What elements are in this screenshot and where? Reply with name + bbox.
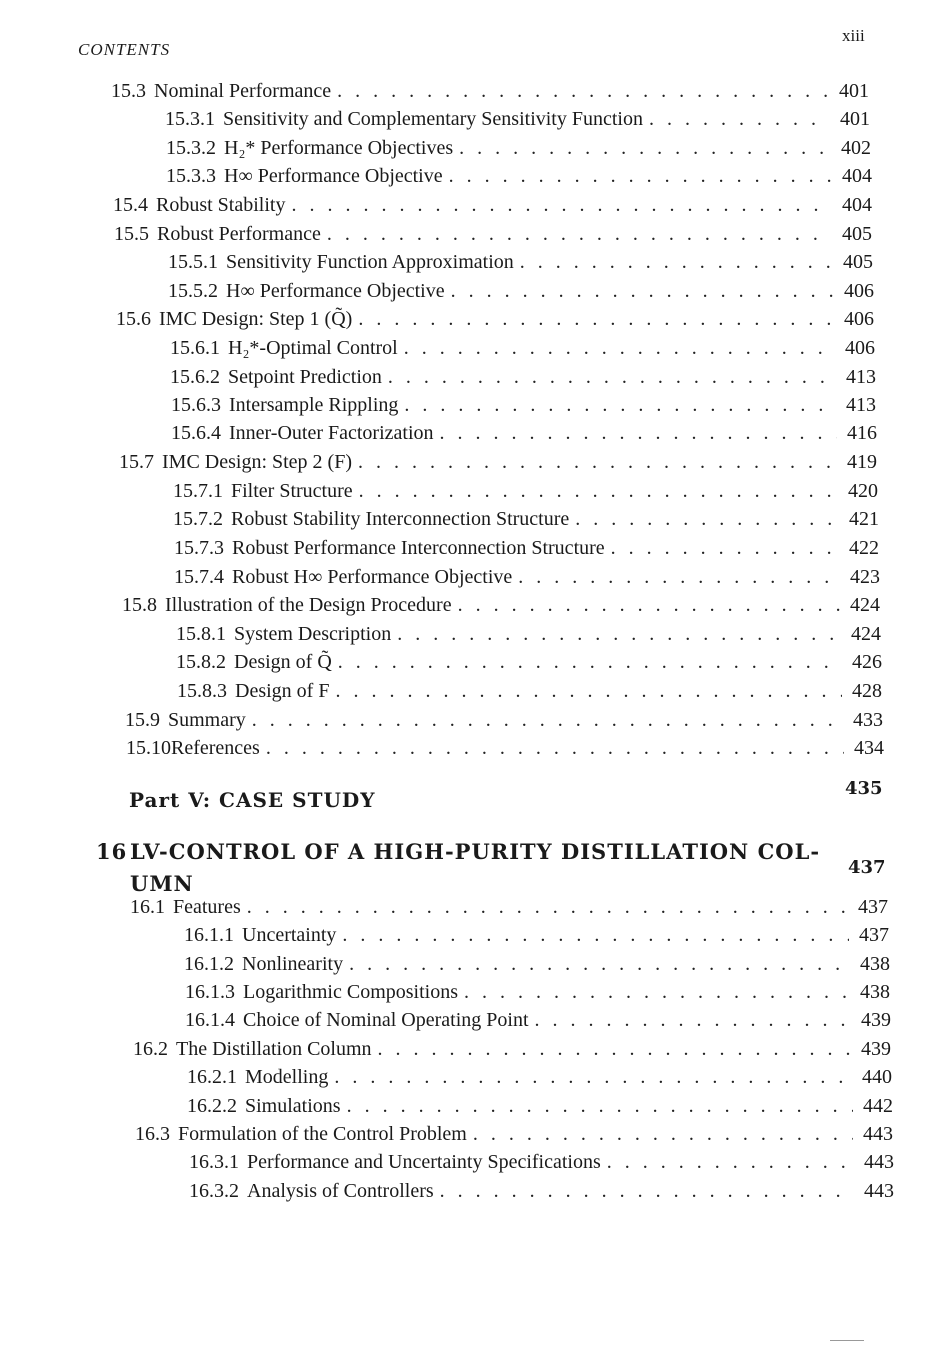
entry-title: Intersample Rippling — [229, 394, 399, 416]
entry-page: 424 — [851, 623, 881, 645]
entry-title: Design of Q̃ — [234, 651, 332, 673]
dot-leader — [464, 981, 850, 1004]
dot-leader — [611, 537, 839, 560]
entry-page: 426 — [852, 651, 882, 673]
entry-title: Filter Structure — [231, 480, 353, 502]
entry-number: 16.3.1 — [189, 1151, 239, 1173]
dot-leader — [358, 451, 837, 474]
dot-leader — [451, 280, 834, 303]
dot-leader — [404, 394, 836, 417]
entry-title: H₂* Performance Objectives — [224, 137, 454, 159]
toc-entry[interactable] — [113, 194, 872, 222]
entry-number: 15.8 — [122, 594, 157, 616]
dot-leader — [335, 680, 842, 703]
toc-entry[interactable] — [170, 337, 875, 365]
chapter-title-line1: LV-CONTROL OF A HIGH-PURITY DISTILLATION COL- — [130, 839, 821, 864]
toc-entry[interactable] — [170, 366, 876, 394]
chapter-page: 437 — [848, 857, 886, 878]
toc-entry[interactable] — [130, 896, 888, 924]
entry-number: 16.1 — [130, 896, 165, 918]
entry-title: Robust Performance Interconnection Structure — [232, 537, 605, 559]
entry-title: System Description — [234, 623, 392, 645]
entry-page: 442 — [863, 1095, 893, 1117]
entry-page: 433 — [853, 709, 883, 731]
entry-title: Logarithmic Compositions — [243, 981, 458, 1003]
dot-leader — [449, 165, 832, 188]
entry-number: 15.6.3 — [171, 394, 221, 416]
toc-entry[interactable] — [168, 251, 873, 279]
dot-leader — [358, 308, 834, 331]
entry-page: 438 — [860, 953, 890, 975]
entry-number: 16.2.2 — [187, 1095, 237, 1117]
toc-entry[interactable] — [116, 308, 874, 336]
toc-entry[interactable] — [168, 280, 874, 308]
entry-title: References — [171, 737, 260, 759]
chapter-number: 16 — [96, 839, 128, 864]
entry-page: 401 — [840, 108, 870, 130]
toc-entry[interactable] — [165, 108, 870, 136]
entry-number: 15.7 — [119, 451, 154, 473]
entry-title: Choice of Nominal Operating Point — [243, 1009, 529, 1031]
entry-title: Uncertainty — [242, 924, 337, 946]
toc-entry[interactable] — [184, 953, 890, 981]
toc-entry[interactable] — [189, 1180, 894, 1208]
entry-number: 16.1.3 — [185, 981, 235, 1003]
entry-page: 405 — [843, 251, 873, 273]
entry-page: 428 — [852, 680, 882, 702]
dot-leader — [388, 366, 836, 389]
entry-number: 16.3.2 — [189, 1180, 239, 1202]
entry-title: Robust Stability Interconnection Structure — [231, 508, 570, 530]
toc-entry[interactable] — [119, 451, 877, 479]
entry-page: 406 — [844, 280, 874, 302]
dot-leader — [397, 623, 841, 646]
entry-number: 15.6.4 — [171, 422, 221, 444]
entry-page: 413 — [846, 394, 876, 416]
toc-entry[interactable] — [187, 1095, 893, 1123]
entry-page: 423 — [850, 566, 880, 588]
running-head: CONTENTS — [78, 40, 171, 59]
entry-number: 15.9 — [125, 709, 160, 731]
entry-number: 15.3.1 — [165, 108, 215, 130]
entry-number: 15.6.2 — [170, 366, 220, 388]
toc-entry[interactable] — [111, 80, 869, 108]
entry-number: 15.3.2 — [166, 137, 216, 159]
entry-number: 15.4 — [113, 194, 148, 216]
entry-number: 15.3.3 — [166, 165, 216, 187]
entry-title: Performance and Uncertainty Specifications — [247, 1151, 601, 1173]
toc-entry[interactable] — [176, 651, 882, 679]
entry-title: H∞ Performance Objective — [226, 280, 445, 302]
toc-entry[interactable] — [171, 394, 876, 422]
entry-page: 419 — [847, 451, 877, 473]
entry-title: Analysis of Controllers — [247, 1180, 434, 1202]
entry-page: 438 — [860, 981, 890, 1003]
dot-leader — [404, 337, 835, 360]
chapter-title-line2: UMN — [130, 871, 194, 896]
dot-leader — [440, 1180, 854, 1203]
entry-title: Nonlinearity — [242, 953, 344, 975]
entry-title: Robust Performance — [157, 223, 321, 245]
entry-number: 15.7.2 — [173, 508, 223, 530]
dot-leader — [247, 896, 848, 919]
toc-entry[interactable] — [184, 924, 889, 952]
dot-leader — [252, 709, 843, 732]
entry-title: Formulation of the Control Problem — [178, 1123, 467, 1145]
entry-page: 424 — [850, 594, 880, 616]
toc-entry[interactable] — [114, 223, 872, 251]
dot-leader — [378, 1038, 851, 1061]
entry-number: 15.8.2 — [176, 651, 226, 673]
entry-page: 404 — [842, 165, 872, 187]
entry-title: Summary — [168, 709, 246, 731]
chapter-heading[interactable] — [96, 836, 820, 900]
entry-page: 402 — [841, 137, 871, 159]
entry-title: Simulations — [245, 1095, 341, 1117]
entry-title: Inner-Outer Factorization — [229, 422, 434, 444]
entry-number: 15.5.1 — [168, 251, 218, 273]
entry-page: 440 — [862, 1066, 892, 1088]
toc-entry[interactable] — [185, 1009, 891, 1037]
entry-number: 16.1.2 — [184, 953, 234, 975]
entry-page: 443 — [863, 1123, 893, 1145]
entry-page: 406 — [844, 308, 874, 330]
entry-page: 439 — [861, 1038, 891, 1060]
dot-leader — [347, 1095, 853, 1118]
entry-title: H₂*-Optimal Control — [228, 337, 398, 359]
entry-number: 15.3 — [111, 80, 146, 102]
toc-entry[interactable] — [126, 737, 884, 765]
entry-number: 16.1.1 — [184, 924, 234, 946]
entry-title: The Distillation Column — [176, 1038, 372, 1060]
entry-title: Sensitivity Function Approximation — [226, 251, 514, 273]
entry-title: Setpoint Prediction — [228, 366, 382, 388]
entry-number: 16.3 — [135, 1123, 170, 1145]
dot-leader — [473, 1123, 853, 1146]
dot-leader — [334, 1066, 852, 1089]
entry-title: IMC Design: Step 1 (Q̃) — [159, 308, 353, 330]
dot-leader — [359, 480, 838, 503]
entry-page: 434 — [854, 737, 884, 759]
toc-entry[interactable] — [125, 709, 883, 737]
entry-number: 15.6.1 — [170, 337, 220, 359]
entry-page: 439 — [861, 1009, 891, 1031]
entry-title: Robust H∞ Performance Objective — [232, 566, 513, 588]
toc-entry[interactable] — [133, 1038, 891, 1066]
toc-entry[interactable] — [135, 1123, 893, 1151]
toc-entry[interactable] — [176, 623, 881, 651]
entry-page: 437 — [858, 896, 888, 918]
entry-number: 15.5.2 — [168, 280, 218, 302]
toc-entry[interactable] — [185, 981, 890, 1009]
dot-leader — [458, 594, 840, 617]
entry-number: 15.8.3 — [177, 680, 227, 702]
dot-leader — [327, 223, 832, 246]
dot-leader — [575, 508, 839, 531]
toc-entry[interactable] — [173, 508, 879, 536]
entry-page: 421 — [849, 508, 879, 530]
entry-page: 405 — [842, 223, 872, 245]
toc-entry[interactable] — [187, 1066, 892, 1094]
entry-page: 422 — [849, 537, 879, 559]
entry-title: Robust Stability — [156, 194, 286, 216]
entry-number: 15.7.3 — [174, 537, 224, 559]
scan-edge-mark — [830, 1340, 864, 1341]
entry-page: 416 — [847, 422, 877, 444]
entry-number: 16.2.1 — [187, 1066, 237, 1088]
part-heading[interactable]: Part V: CASE STUDY — [129, 788, 376, 812]
entry-title: Sensitivity and Complementary Sensitivity Function — [223, 108, 643, 130]
entry-title: Modelling — [245, 1066, 329, 1088]
entry-page: 443 — [864, 1180, 894, 1202]
dot-leader — [459, 137, 831, 160]
entry-number: 16.1.4 — [185, 1009, 235, 1031]
part-page: 435 — [845, 778, 883, 799]
toc-entry[interactable] — [171, 422, 877, 450]
dot-leader — [349, 953, 850, 976]
dot-leader — [338, 651, 842, 674]
toc-entry[interactable] — [122, 594, 880, 622]
entry-number: 15.5 — [114, 223, 149, 245]
entry-title: H∞ Performance Objective — [224, 165, 443, 187]
toc-entry[interactable] — [177, 680, 882, 708]
entry-page: 401 — [839, 80, 869, 102]
entry-number: 16.2 — [133, 1038, 168, 1060]
toc-entry[interactable] — [166, 137, 871, 165]
entry-page: 420 — [848, 480, 878, 502]
entry-page: 404 — [842, 194, 872, 216]
entry-page: 413 — [846, 366, 876, 388]
dot-leader — [337, 80, 829, 103]
entry-page: 437 — [859, 924, 889, 946]
entry-number: 15.7.1 — [173, 480, 223, 502]
dot-leader — [440, 422, 837, 445]
entry-number: 15.6 — [116, 308, 151, 330]
entry-page: 406 — [845, 337, 875, 359]
dot-leader — [520, 251, 833, 274]
dot-leader — [518, 566, 840, 589]
entry-number: 15.10 — [126, 737, 171, 759]
dot-leader — [607, 1151, 854, 1174]
entry-number: 15.7.4 — [174, 566, 224, 588]
dot-leader — [342, 924, 849, 947]
dot-leader — [649, 108, 830, 131]
entry-title: IMC Design: Step 2 (F) — [162, 451, 352, 473]
toc-entry[interactable] — [174, 566, 880, 594]
toc-entry[interactable] — [189, 1151, 894, 1179]
toc-entry[interactable] — [174, 537, 879, 565]
page-number: xiii — [842, 26, 865, 45]
dot-leader — [266, 737, 844, 760]
entry-title: Nominal Performance — [154, 80, 332, 102]
entry-title: Features — [173, 896, 241, 918]
entry-page: 443 — [864, 1151, 894, 1173]
dot-leader — [291, 194, 832, 217]
entry-title: Illustration of the Design Procedure — [165, 594, 452, 616]
toc-entry[interactable] — [166, 165, 872, 193]
dot-leader — [535, 1009, 851, 1032]
entry-number: 15.8.1 — [176, 623, 226, 645]
toc-entry[interactable] — [173, 480, 878, 508]
entry-title: Design of F — [235, 680, 330, 702]
